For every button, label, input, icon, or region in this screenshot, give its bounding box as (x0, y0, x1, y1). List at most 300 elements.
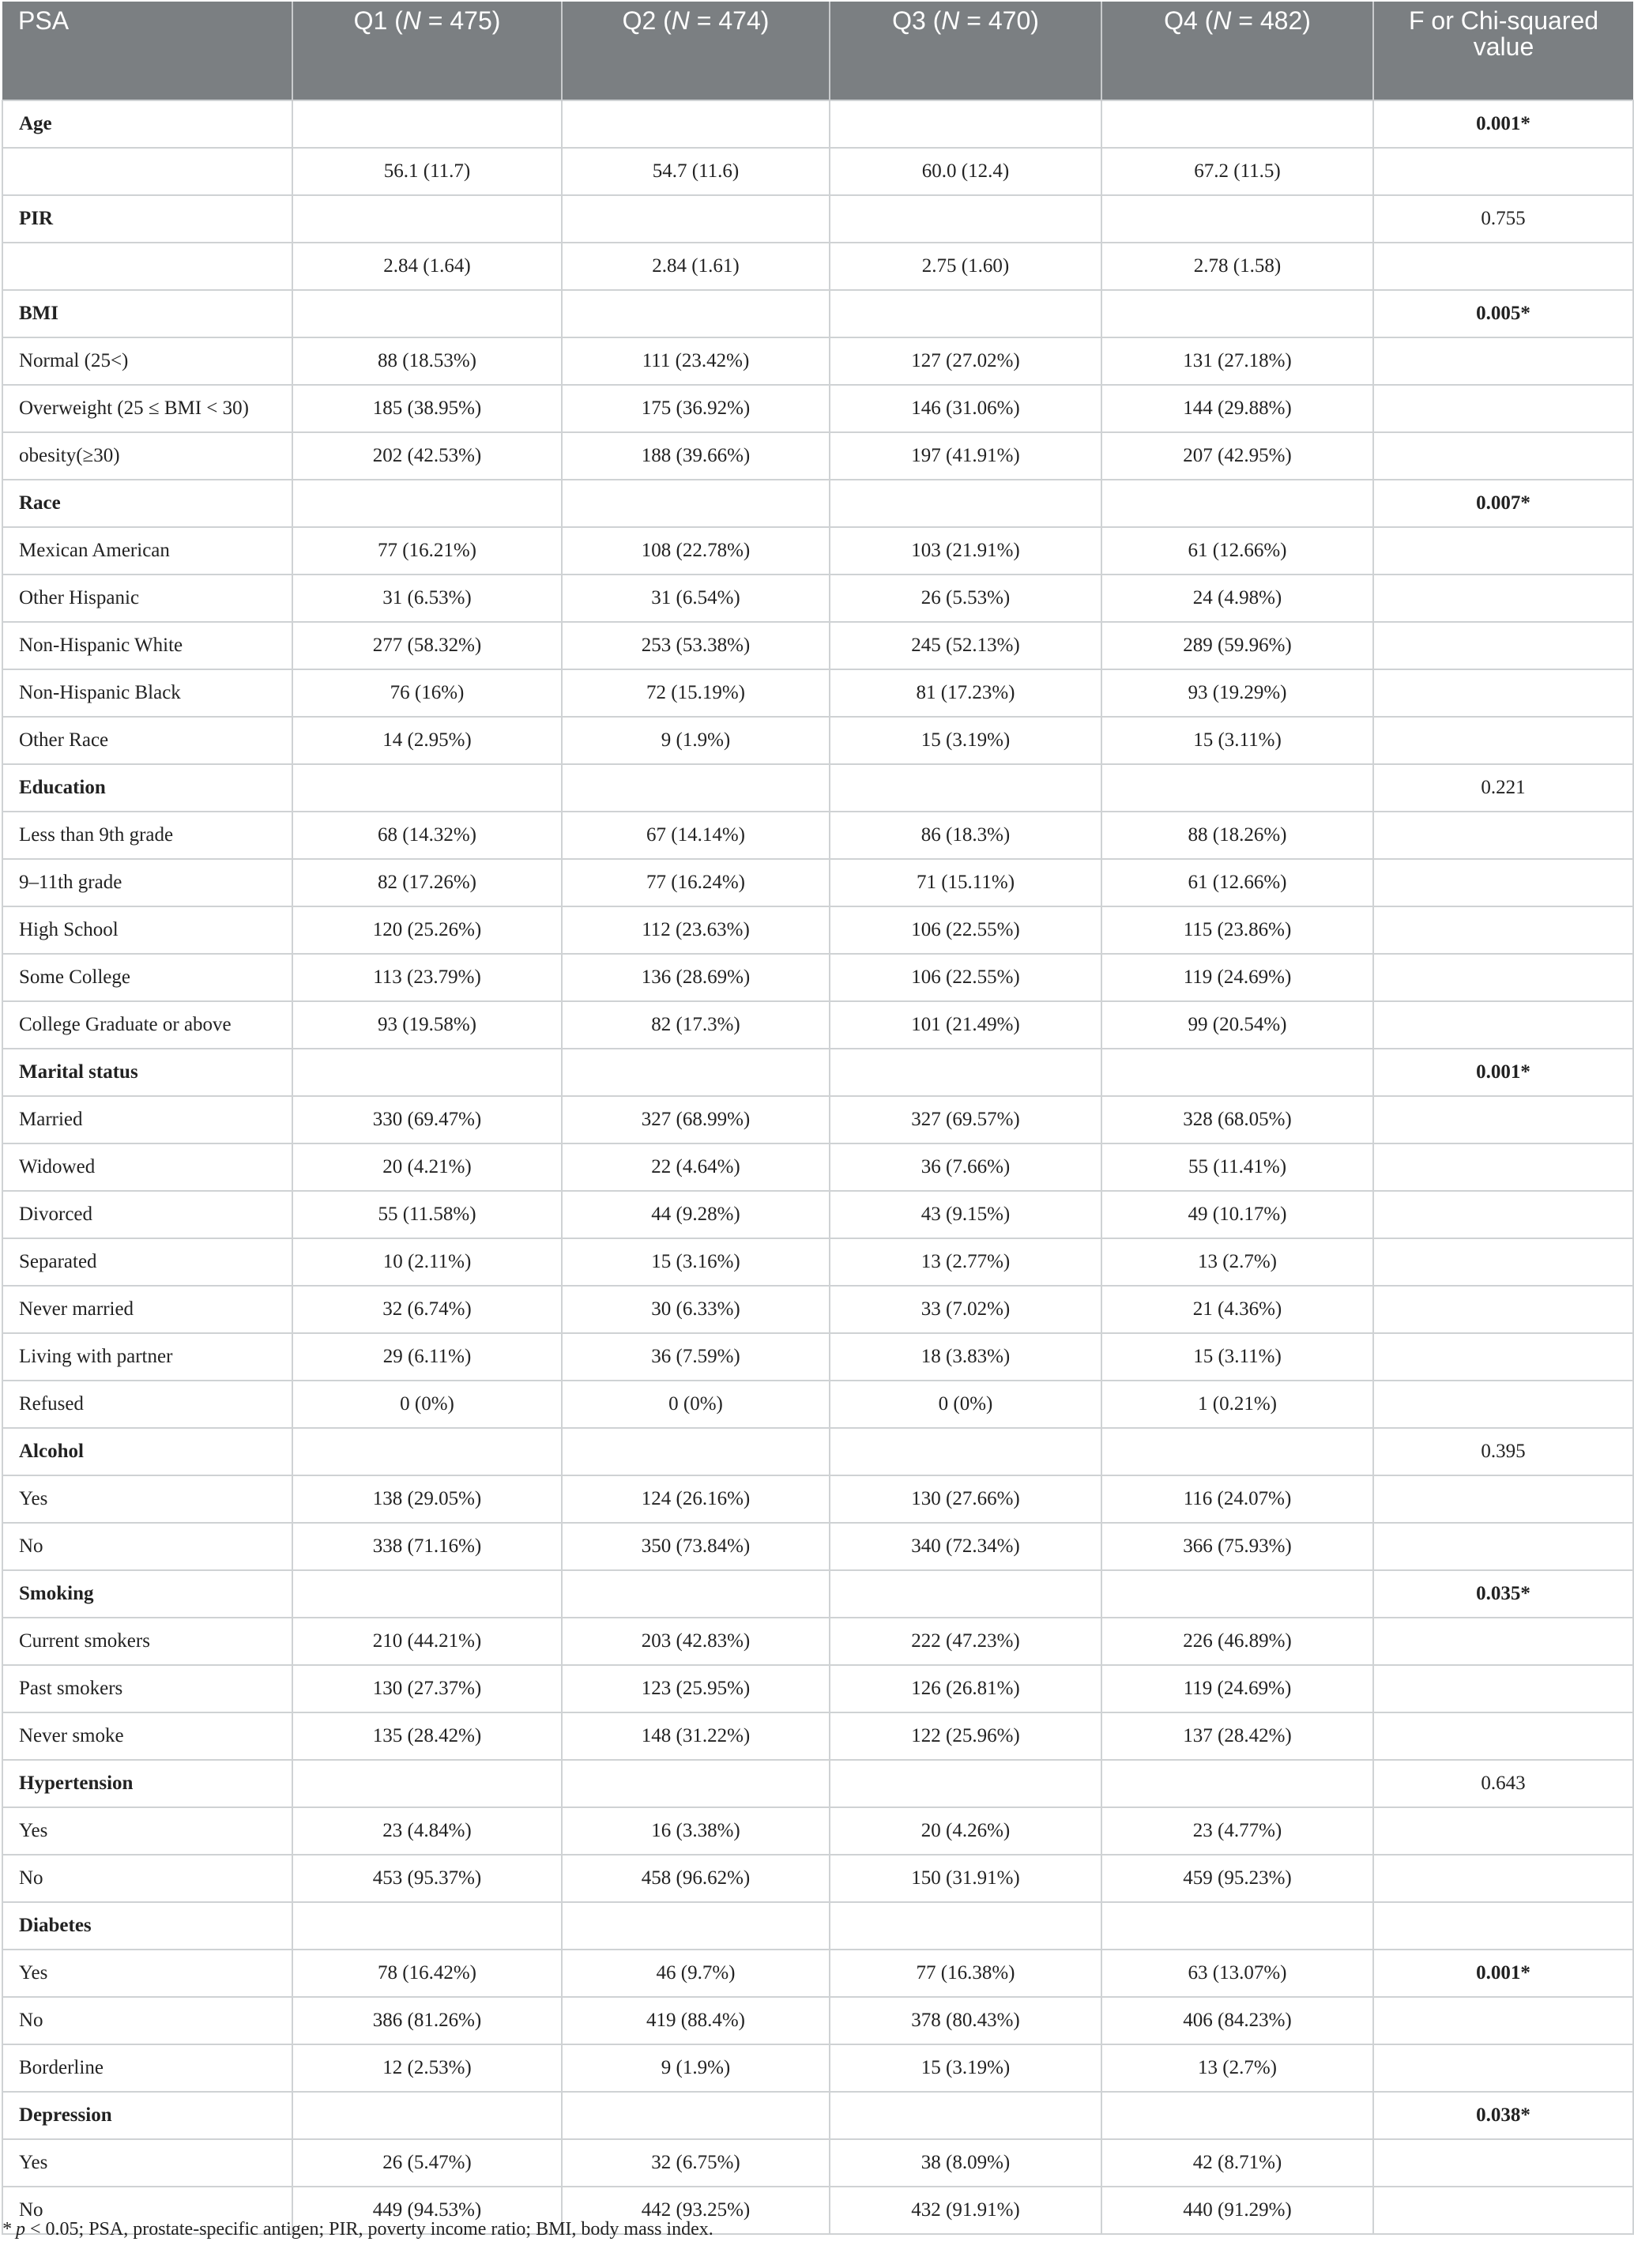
row-label: Some College (2, 954, 292, 1001)
row-label: Diabetes (2, 1902, 292, 1950)
cell-q1: 78 (16.42%) (292, 1950, 562, 1997)
cell-q3: 106 (22.55%) (830, 906, 1101, 954)
cell-q3 (830, 290, 1101, 337)
cell-q4: 15 (3.11%) (1101, 717, 1373, 764)
cell-q4 (1101, 195, 1373, 243)
cell-q3 (830, 2092, 1101, 2139)
cell-q4 (1101, 1049, 1373, 1096)
cell-q2 (562, 1902, 830, 1950)
table-row (2, 1855, 1633, 1902)
row-label: Non-Hispanic White (2, 622, 292, 669)
cell-q1: 338 (71.16%) (292, 1523, 562, 1570)
stat-value (1373, 385, 1633, 432)
stat-value: 0.001* (1373, 1950, 1633, 1997)
cell-q1: 68 (14.32%) (292, 812, 562, 859)
cell-q4: 406 (84.23%) (1101, 1997, 1373, 2044)
stat-value (1373, 1902, 1633, 1950)
cell-q2: 32 (6.75%) (562, 2139, 830, 2187)
stat-value (1373, 669, 1633, 717)
cell-q1: 82 (17.26%) (292, 859, 562, 906)
cell-q1 (292, 764, 562, 812)
cell-q1: 386 (81.26%) (292, 1997, 562, 2044)
table-row (2, 812, 1633, 859)
row-label: Widowed (2, 1143, 292, 1191)
cell-q4 (1101, 1902, 1373, 1950)
row-label: Non-Hispanic Black (2, 669, 292, 717)
row-label: Other Race (2, 717, 292, 764)
cell-q2: 188 (39.66%) (562, 432, 830, 480)
cell-q1: 202 (42.53%) (292, 432, 562, 480)
cell-q2 (562, 1760, 830, 1807)
section-row (2, 764, 1633, 812)
cell-q1: 0 (0%) (292, 1381, 562, 1428)
table-row (2, 1997, 1633, 2044)
cell-q1: 29 (6.11%) (292, 1333, 562, 1381)
row-label: Normal (25<) (2, 337, 292, 385)
cell-q3: 43 (9.15%) (830, 1191, 1101, 1238)
cell-q3: 222 (47.23%) (830, 1618, 1101, 1665)
cell-q1 (292, 1428, 562, 1475)
cell-q4: 99 (20.54%) (1101, 1001, 1373, 1049)
cell-q3 (830, 1760, 1101, 1807)
cell-q2: 9 (1.9%) (562, 2044, 830, 2092)
cell-q1: 10 (2.11%) (292, 1238, 562, 1286)
cell-q3: 130 (27.66%) (830, 1475, 1101, 1523)
stat-value: 0.035* (1373, 1570, 1633, 1618)
cell-q3: 77 (16.38%) (830, 1950, 1101, 1997)
stat-value (1373, 1618, 1633, 1665)
cell-q4: 119 (24.69%) (1101, 1665, 1373, 1712)
stat-value (1373, 1807, 1633, 1855)
cell-q1: 113 (23.79%) (292, 954, 562, 1001)
cell-q2: 253 (53.38%) (562, 622, 830, 669)
stat-value: 0.001* (1373, 100, 1633, 148)
row-label: Living with partner (2, 1333, 292, 1381)
cell-q3: 71 (15.11%) (830, 859, 1101, 906)
cell-q2: 442 (93.25%) (562, 2187, 830, 2234)
cell-q4: 13 (2.7%) (1101, 2044, 1373, 2092)
cell-q1: 453 (95.37%) (292, 1855, 562, 1902)
table-row (2, 1618, 1633, 1665)
cell-q4: 49 (10.17%) (1101, 1191, 1373, 1238)
table-row (2, 243, 1633, 290)
header-group-q2: Q2 (N = 474) (562, 2, 830, 100)
cell-q2: 54.7 (11.6) (562, 148, 830, 195)
section-row (2, 480, 1633, 527)
cell-q3: 146 (31.06%) (830, 385, 1101, 432)
cell-q1: 31 (6.53%) (292, 575, 562, 622)
cell-q1: 77 (16.21%) (292, 527, 562, 575)
cell-q4: 42 (8.71%) (1101, 2139, 1373, 2187)
stat-value: 0.038* (1373, 2092, 1633, 2139)
section-row (2, 1760, 1633, 1807)
row-label: obesity(≥30) (2, 432, 292, 480)
table-row (2, 1523, 1633, 1570)
stat-value: 0.007* (1373, 480, 1633, 527)
cell-q1: 76 (16%) (292, 669, 562, 717)
row-label: Married (2, 1096, 292, 1143)
cell-q1: 210 (44.21%) (292, 1618, 562, 1665)
stat-value (1373, 337, 1633, 385)
table-row (2, 1001, 1633, 1049)
table-row (2, 622, 1633, 669)
stat-value (1373, 1096, 1633, 1143)
cell-q4: 1 (0.21%) (1101, 1381, 1373, 1428)
table-body (2, 100, 1633, 2234)
stat-value (1373, 2139, 1633, 2187)
cell-q4: 115 (23.86%) (1101, 906, 1373, 954)
cell-q4: 366 (75.93%) (1101, 1523, 1373, 1570)
table-row (2, 2139, 1633, 2187)
cell-q3 (830, 1902, 1101, 1950)
row-label: Race (2, 480, 292, 527)
row-label: High School (2, 906, 292, 954)
cell-q4 (1101, 100, 1373, 148)
table-row (2, 385, 1633, 432)
cell-q4: 207 (42.95%) (1101, 432, 1373, 480)
cell-q1: 277 (58.32%) (292, 622, 562, 669)
row-label: Age (2, 100, 292, 148)
stat-value: 0.001* (1373, 1049, 1633, 1096)
stat-value (1373, 1665, 1633, 1712)
row-label: Borderline (2, 2044, 292, 2092)
header-group-q1: Q1 (N = 475) (292, 2, 562, 100)
row-label: Current smokers (2, 1618, 292, 1665)
cell-q4: 21 (4.36%) (1101, 1286, 1373, 1333)
cell-q2 (562, 195, 830, 243)
row-label: 9–11th grade (2, 859, 292, 906)
cell-q3 (830, 764, 1101, 812)
stat-value (1373, 717, 1633, 764)
cell-q2: 0 (0%) (562, 1381, 830, 1428)
cell-q2 (562, 1428, 830, 1475)
section-row (2, 195, 1633, 243)
stat-value (1373, 954, 1633, 1001)
cell-q4: 116 (24.07%) (1101, 1475, 1373, 1523)
stat-value (1373, 575, 1633, 622)
stat-value (1373, 527, 1633, 575)
cell-q1: 185 (38.95%) (292, 385, 562, 432)
cell-q4 (1101, 2092, 1373, 2139)
table-row (2, 1286, 1633, 1333)
table-row (2, 148, 1633, 195)
cell-q2 (562, 100, 830, 148)
cell-q2: 30 (6.33%) (562, 1286, 830, 1333)
cell-q1: 32 (6.74%) (292, 1286, 562, 1333)
row-label: Mexican American (2, 527, 292, 575)
cell-q2: 350 (73.84%) (562, 1523, 830, 1570)
cell-q4: 23 (4.77%) (1101, 1807, 1373, 1855)
row-label: Yes (2, 1475, 292, 1523)
cell-q4 (1101, 1428, 1373, 1475)
cell-q2: 77 (16.24%) (562, 859, 830, 906)
table-row (2, 954, 1633, 1001)
row-label: Marital status (2, 1049, 292, 1096)
table-row (2, 575, 1633, 622)
table-row (2, 1950, 1633, 1997)
cell-q3: 0 (0%) (830, 1381, 1101, 1428)
cell-q3: 126 (26.81%) (830, 1665, 1101, 1712)
row-label: Never married (2, 1286, 292, 1333)
cell-q1 (292, 290, 562, 337)
row-label: Separated (2, 1238, 292, 1286)
cell-q2: 22 (4.64%) (562, 1143, 830, 1191)
cell-q3: 340 (72.34%) (830, 1523, 1101, 1570)
cell-q1 (292, 195, 562, 243)
cell-q4: 61 (12.66%) (1101, 527, 1373, 575)
stat-value (1373, 2187, 1633, 2234)
cell-q4: 2.78 (1.58) (1101, 243, 1373, 290)
cell-q4: 61 (12.66%) (1101, 859, 1373, 906)
cell-q3: 26 (5.53%) (830, 575, 1101, 622)
cell-q4: 88 (18.26%) (1101, 812, 1373, 859)
cell-q2: 44 (9.28%) (562, 1191, 830, 1238)
cell-q3: 378 (80.43%) (830, 1997, 1101, 2044)
row-label: PIR (2, 195, 292, 243)
section-row (2, 1902, 1633, 1950)
table-row (2, 717, 1633, 764)
cell-q1: 23 (4.84%) (292, 1807, 562, 1855)
table-row (2, 1333, 1633, 1381)
cell-q1: 449 (94.53%) (292, 2187, 562, 2234)
stat-value: 0.643 (1373, 1760, 1633, 1807)
header-row-label: PSA (2, 2, 292, 100)
row-label: Yes (2, 2139, 292, 2187)
cell-q4: 131 (27.18%) (1101, 337, 1373, 385)
table-row (2, 527, 1633, 575)
cell-q2 (562, 764, 830, 812)
stat-value (1373, 1333, 1633, 1381)
row-label: Alcohol (2, 1428, 292, 1475)
row-label: Depression (2, 2092, 292, 2139)
cell-q2: 108 (22.78%) (562, 527, 830, 575)
table-row (2, 906, 1633, 954)
cell-q4: 24 (4.98%) (1101, 575, 1373, 622)
stat-value: 0.221 (1373, 764, 1633, 812)
table-row (2, 1191, 1633, 1238)
cell-q1: 330 (69.47%) (292, 1096, 562, 1143)
row-label: Other Hispanic (2, 575, 292, 622)
cell-q1: 55 (11.58%) (292, 1191, 562, 1238)
row-label: Overweight (25 ≤ BMI < 30) (2, 385, 292, 432)
cell-q2: 72 (15.19%) (562, 669, 830, 717)
table-row (2, 1712, 1633, 1760)
cell-q2: 112 (23.63%) (562, 906, 830, 954)
cell-q3: 33 (7.02%) (830, 1286, 1101, 1333)
cell-q1 (292, 2092, 562, 2139)
table-row (2, 669, 1633, 717)
cell-q3: 36 (7.66%) (830, 1143, 1101, 1191)
cell-q3: 245 (52.13%) (830, 622, 1101, 669)
table-row (2, 2044, 1633, 2092)
cell-q3: 103 (21.91%) (830, 527, 1101, 575)
header-group-q3: Q3 (N = 470) (830, 2, 1101, 100)
cell-q3: 127 (27.02%) (830, 337, 1101, 385)
cell-q2: 67 (14.14%) (562, 812, 830, 859)
cell-q3: 106 (22.55%) (830, 954, 1101, 1001)
cell-q1: 56.1 (11.7) (292, 148, 562, 195)
cell-q2: 111 (23.42%) (562, 337, 830, 385)
cell-q2 (562, 1049, 830, 1096)
cell-q2: 327 (68.99%) (562, 1096, 830, 1143)
cell-q2: 46 (9.7%) (562, 1950, 830, 1997)
cell-q1: 93 (19.58%) (292, 1001, 562, 1049)
stat-value (1373, 859, 1633, 906)
cell-q4: 328 (68.05%) (1101, 1096, 1373, 1143)
stat-value (1373, 812, 1633, 859)
row-label: No (2, 1997, 292, 2044)
header-stat-value: F or Chi-squared value (1373, 2, 1633, 100)
cell-q1: 120 (25.26%) (292, 906, 562, 954)
row-label: Divorced (2, 1191, 292, 1238)
row-label: No (2, 1855, 292, 1902)
table-row (2, 1096, 1633, 1143)
cell-q2: 82 (17.3%) (562, 1001, 830, 1049)
table-row (2, 337, 1633, 385)
cell-q4 (1101, 290, 1373, 337)
cell-q4: 15 (3.11%) (1101, 1333, 1373, 1381)
stat-value (1373, 1855, 1633, 1902)
section-row (2, 2092, 1633, 2139)
cell-q3: 60.0 (12.4) (830, 148, 1101, 195)
cell-q2: 31 (6.54%) (562, 575, 830, 622)
cell-q2 (562, 2092, 830, 2139)
cell-q3: 2.75 (1.60) (830, 243, 1101, 290)
cell-q3 (830, 195, 1101, 243)
cell-q3 (830, 1570, 1101, 1618)
cell-q2: 136 (28.69%) (562, 954, 830, 1001)
stat-value (1373, 148, 1633, 195)
cell-q2: 2.84 (1.61) (562, 243, 830, 290)
cell-q1 (292, 1570, 562, 1618)
stat-value (1373, 622, 1633, 669)
cell-q1: 14 (2.95%) (292, 717, 562, 764)
header-group-q4: Q4 (N = 482) (1101, 2, 1373, 100)
cell-q3: 15 (3.19%) (830, 2044, 1101, 2092)
row-label: No (2, 2187, 292, 2234)
cell-q1: 2.84 (1.64) (292, 243, 562, 290)
cell-q4: 226 (46.89%) (1101, 1618, 1373, 1665)
table-row (2, 1381, 1633, 1428)
cell-q2: 124 (26.16%) (562, 1475, 830, 1523)
cell-q2: 16 (3.38%) (562, 1807, 830, 1855)
cell-q3: 150 (31.91%) (830, 1855, 1101, 1902)
stat-value (1373, 432, 1633, 480)
cell-q2: 123 (25.95%) (562, 1665, 830, 1712)
cell-q3: 432 (91.91%) (830, 2187, 1101, 2234)
stat-value (1373, 906, 1633, 954)
cell-q2: 175 (36.92%) (562, 385, 830, 432)
section-row (2, 100, 1633, 148)
section-row (2, 1428, 1633, 1475)
cell-q4 (1101, 480, 1373, 527)
row-label: Yes (2, 1950, 292, 1997)
cell-q1: 26 (5.47%) (292, 2139, 562, 2187)
row-label: Past smokers (2, 1665, 292, 1712)
table-row (2, 1665, 1633, 1712)
row-label: College Graduate or above (2, 1001, 292, 1049)
row-label: Refused (2, 1381, 292, 1428)
cell-q4 (1101, 1570, 1373, 1618)
cell-q1: 135 (28.42%) (292, 1712, 562, 1760)
cell-q4: 459 (95.23%) (1101, 1855, 1373, 1902)
cell-q2 (562, 1570, 830, 1618)
stat-value (1373, 1001, 1633, 1049)
row-label: No (2, 1523, 292, 1570)
cell-q4: 93 (19.29%) (1101, 669, 1373, 717)
table-footnote: * p < 0.05; PSA, prostate-specific antigen; PIR, poverty income ratio; BMI, body mass index. (2, 2219, 713, 2240)
cell-q1 (292, 100, 562, 148)
stat-value (1373, 1286, 1633, 1333)
cell-q3: 18 (3.83%) (830, 1333, 1101, 1381)
row-label: Smoking (2, 1570, 292, 1618)
cell-q1: 138 (29.05%) (292, 1475, 562, 1523)
row-label: Less than 9th grade (2, 812, 292, 859)
stat-value (1373, 2044, 1633, 2092)
section-row (2, 1570, 1633, 1618)
stat-value (1373, 1143, 1633, 1191)
cell-q4: 144 (29.88%) (1101, 385, 1373, 432)
table-row (2, 1475, 1633, 1523)
cell-q4: 63 (13.07%) (1101, 1950, 1373, 1997)
cell-q4: 289 (59.96%) (1101, 622, 1373, 669)
row-label (2, 243, 292, 290)
cell-q4: 13 (2.7%) (1101, 1238, 1373, 1286)
table-row (2, 1238, 1633, 1286)
stat-value (1373, 1712, 1633, 1760)
cell-q1: 88 (18.53%) (292, 337, 562, 385)
row-label: Never smoke (2, 1712, 292, 1760)
table-row (2, 1807, 1633, 1855)
cell-q2: 419 (88.4%) (562, 1997, 830, 2044)
table-row (2, 859, 1633, 906)
cell-q2 (562, 290, 830, 337)
cell-q3: 197 (41.91%) (830, 432, 1101, 480)
cell-q4: 67.2 (11.5) (1101, 148, 1373, 195)
cell-q2: 9 (1.9%) (562, 717, 830, 764)
row-label: Hypertension (2, 1760, 292, 1807)
cell-q2: 458 (96.62%) (562, 1855, 830, 1902)
stat-value (1373, 1475, 1633, 1523)
cell-q3: 13 (2.77%) (830, 1238, 1101, 1286)
stat-value (1373, 1523, 1633, 1570)
cell-q2: 148 (31.22%) (562, 1712, 830, 1760)
cell-q3 (830, 100, 1101, 148)
cell-q1: 20 (4.21%) (292, 1143, 562, 1191)
cell-q3: 101 (21.49%) (830, 1001, 1101, 1049)
stat-value (1373, 1997, 1633, 2044)
row-label: Yes (2, 1807, 292, 1855)
cell-q4 (1101, 1760, 1373, 1807)
table-header-row (2, 2, 1633, 100)
stat-value (1373, 1381, 1633, 1428)
section-row (2, 290, 1633, 337)
cell-q2: 15 (3.16%) (562, 1238, 830, 1286)
cell-q4 (1101, 764, 1373, 812)
cell-q3: 20 (4.26%) (830, 1807, 1101, 1855)
cell-q4: 119 (24.69%) (1101, 954, 1373, 1001)
cell-q1 (292, 1760, 562, 1807)
cell-q3: 122 (25.96%) (830, 1712, 1101, 1760)
stat-value: 0.755 (1373, 195, 1633, 243)
cell-q3: 15 (3.19%) (830, 717, 1101, 764)
row-label (2, 148, 292, 195)
cell-q2: 203 (42.83%) (562, 1618, 830, 1665)
section-row (2, 1049, 1633, 1096)
cell-q3 (830, 480, 1101, 527)
cell-q1 (292, 480, 562, 527)
cell-q1: 12 (2.53%) (292, 2044, 562, 2092)
